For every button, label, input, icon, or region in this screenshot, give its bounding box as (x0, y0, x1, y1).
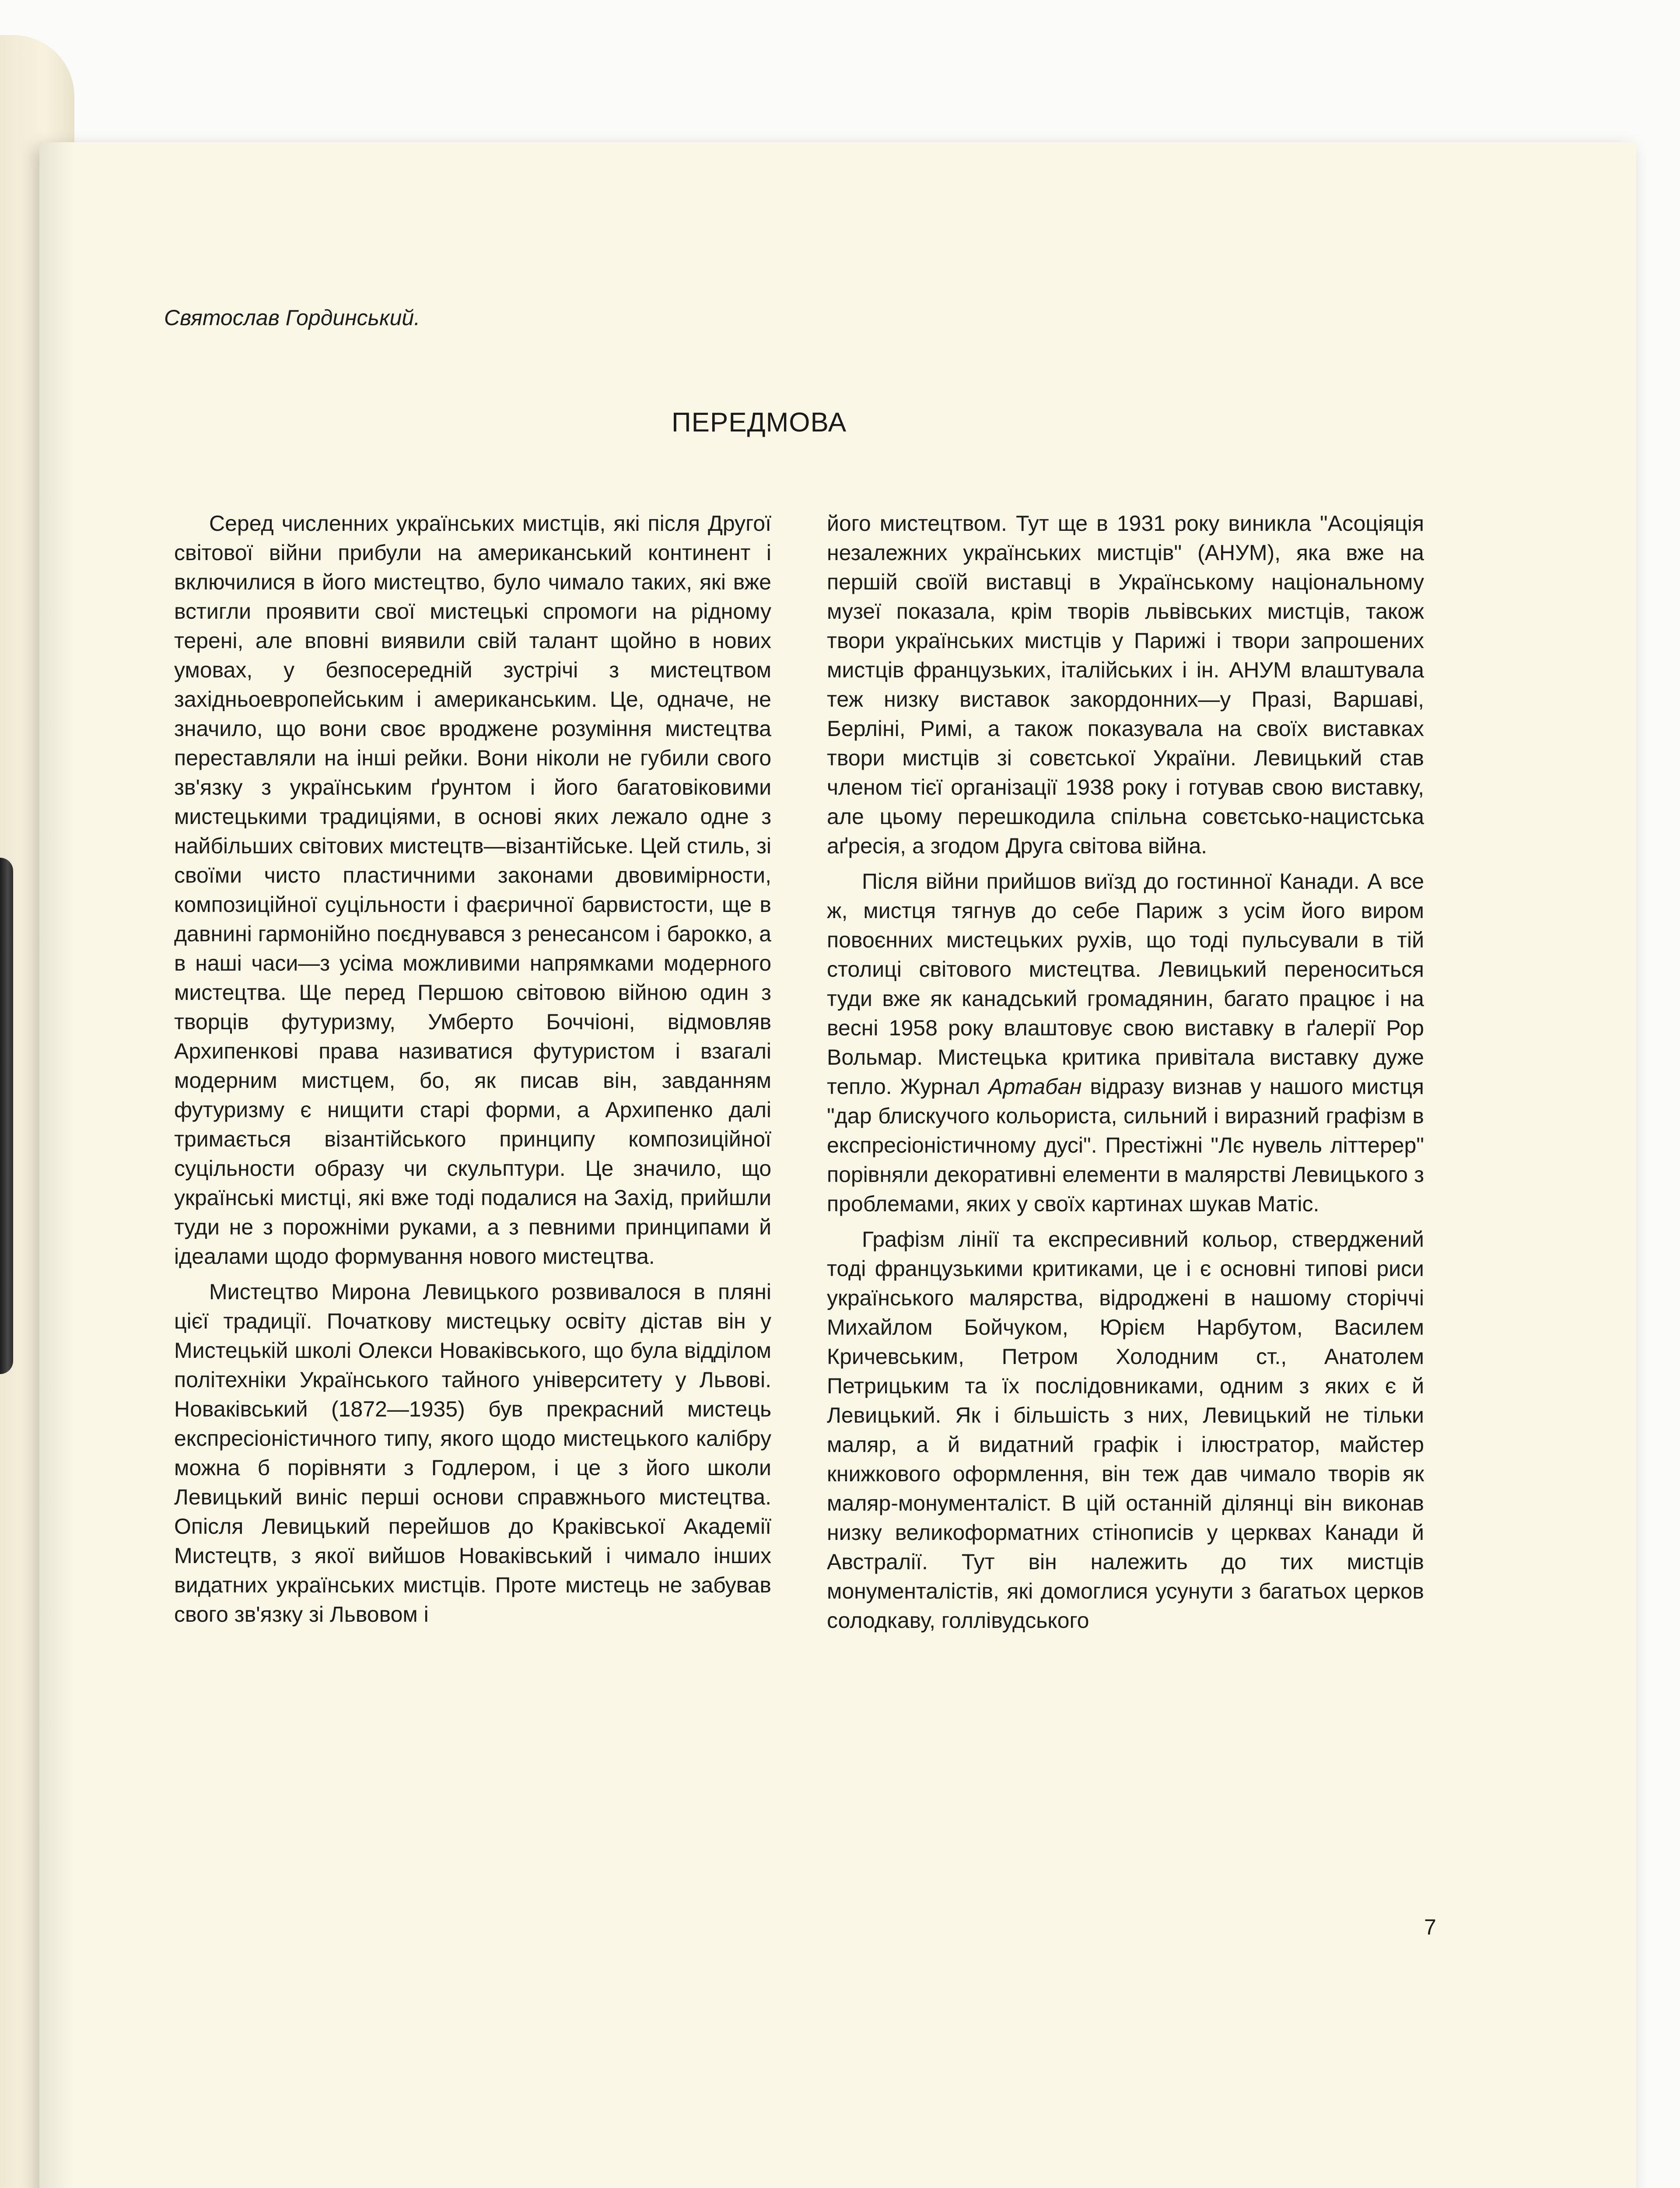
paragraph: його мистецтвом. Тут ще в 1931 року виникла "Асоціяція незалежних українських мистців" (АНУМ), яка вже на першій своїй виставці в Українському національному музеї показала, крім творів львівських мистців, також твори українських мистців у Парижі і твори запрошених мистців французьких, італійських і ін. АНУМ влаштувала теж низку виставок закордонних—у Празі, Варшаві, Берліні, Римі, а також показувала на своїх виставках твори мистців зі совєтської України. Левицький став членом тієї організації 1938 року і готував свою виставку, але цьому перешкодила спільна совєтсько-нацистська аґресія, а згодом Друга світова війна. (827, 511, 1424, 858)
page-number: 7 (1424, 1915, 1436, 1939)
dark-object-edge (0, 858, 13, 1374)
paragraph-text: Після війни прийшов виїзд до гостинної Канади. А все ж, мистця тягнув до себе Париж з усім його виром повоєнних мистецьких рухів, що тоді пульсували в тій столиці світового мистецтва. Левицький переноситься туди вже як канадський громадянин, багато працює і на весні 1958 року влаштовує свою виставку в ґалерії Рор Вольмар. Мистецька критика привітала виставку дуже тепло. Журнал (827, 869, 1424, 1099)
paragraph: Серед численних українських мистців, які після Другої світової війни прибули на американський континент і включилися в його мистецтво, було чимало таких, які вже встигли проявити свої мистецькі спромоги на рідному терені, але вповні виявили свій талант щойно в нових умовах, у безпосередній зустрічі з мистецтвом західньоевропейським і американським. Це, одначе, не значило, що вони своє вроджене розуміння мистецтва переставляли на інші рейки. Вони ніколи не губили свого зв'язку з українським ґрунтом і його багатовіковими мистецькими традиціями, в основі яких лежало одне з найбільших світових мистецтв—візантійське. Цей стиль, зі своїми чисто пластичними законами двовимірности, композиційної суцільности і фаєричної барвистости, ще в давнині гармонійно поєднувався з ренесансом і барокко, а в наші часи—з усіма можливими напрямками модерного мистецтва. Ще перед Першою світовою війною один з творців футуризму, Умберто Боччіоні, відмовляв Архипенкові права називатися футуристом і взагалі модерним мистцем, бо, як писав він, завданням футуризму є нищити старі форми, а Архипенко далі тримається візантійського принципу композиційної суцільности образу чи скульптури. Це значило, що українські мистці, які вже тоді подалися на Захід, прийшли туди не з порожніми руками, а з певними принципами й ідеалами щодо формування нового мистецтва. (174, 511, 771, 1269)
journal-title: Артабан (988, 1074, 1082, 1099)
right-column (827, 509, 1424, 1641)
author-name: Святослав Гординський. (164, 305, 420, 330)
left-column (174, 509, 771, 1635)
paragraph: Графізм лінії та експресивний кольор, стверджений тоді французькими критиками, це і є основні типові риси українського малярства, відроджені в нашому сторіччі Михайлом Бойчуком, Юрієм Нарбутом, Василем Кричевським, Петром Холодним ст., Анатолем Петрицьким та їх послідовниками, одним з яких є й Левицький. Як і більшість з них, Левицький не тільки маляр, а й видатний графік і ілюстратор, майстер книжкового оформлення, він теж дав чимало творів як маляр-монументаліст. В цій останній ділянці він виконав низку великоформатних стінописів у церквах Канади й Австралії. Тут він належить до тих мистців монументалістів, які домоглися усунути з багатьох церков солодкаву, голлівудського (827, 1227, 1424, 1633)
paragraph: Мистецтво Мирона Левицького розвивалося в пляні цієї традиції. Початкову мистецьку освіту дістав він у Мистецькій школі Олекси Новаківського, що була відділом політехніки Українського тайного університету у Львові. Новаківський (1872—1935) був прекрасний мистець експресіоністичного типу, якого щодо мистецького калібру можна б порівняти з Годлером, і це з його школи Левицький виніс перші основи справжнього мистецтва. Опісля Левицький перейшов до Краківської Академії Мистецтв, з якої вийшов Новаківський і чимало інших видатних українських мистців. Проте мистець не забував свого зв'язку зі Львовом і (174, 1280, 771, 1627)
book-page (39, 142, 1636, 2188)
page-spine-shadow (39, 142, 74, 2188)
paragraph (827, 867, 1424, 1219)
paragraph-text: відразу визнав у нашого мистця "дар блискучого кольориста, сильний і виразний графізм в експресіоністичному дусі". Престіжні "Лє нувель літтерер" порівняли декоративні елементи в малярстві Левицького з проблемами, яких у своїх картинах шукав Матіс. (827, 1074, 1424, 1216)
page-title: ПЕРЕДМОВА (672, 407, 847, 438)
